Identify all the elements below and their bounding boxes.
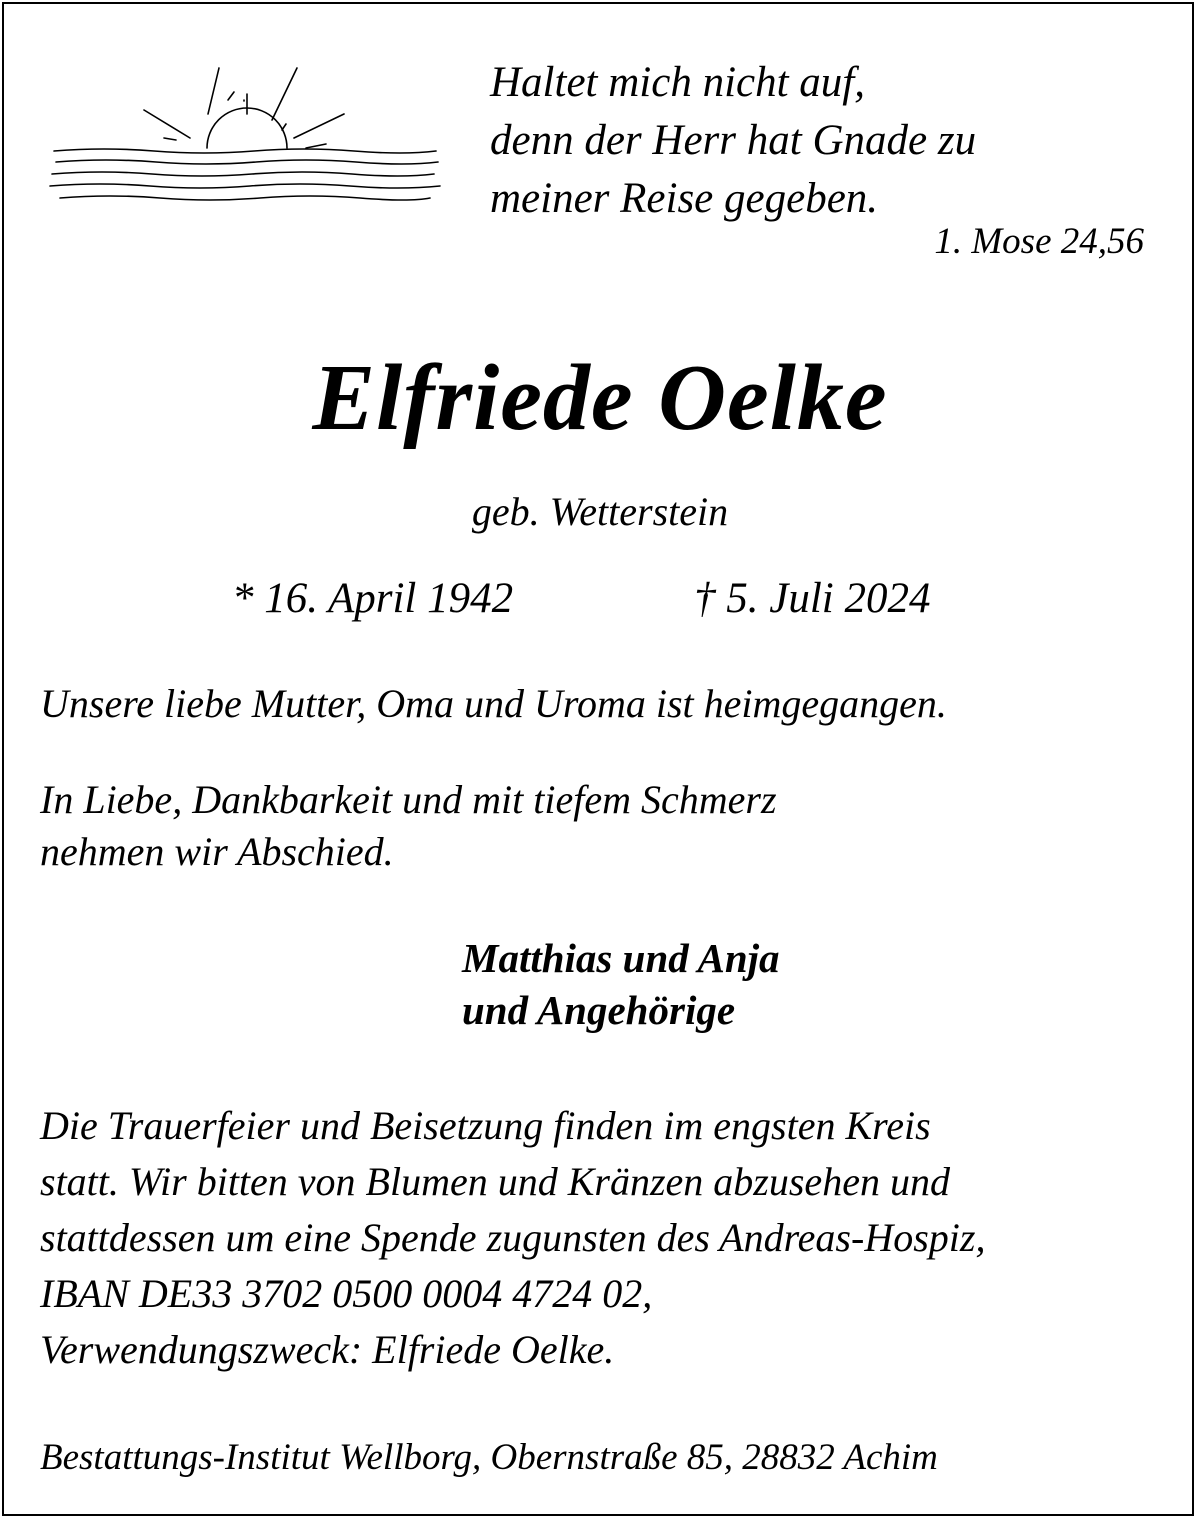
funeral-home: Bestattungs-Institut Wellborg, Obernstraße 85, 28832 Achim (40, 1437, 938, 1478)
signer-line: und Angehörige (462, 987, 736, 1033)
farewell-text (40, 774, 777, 878)
funeral-info-line: Die Trauerfeier und Beisetzung finden im engsten Kreis (40, 1103, 931, 1148)
verse-line: meiner Reise gegeben. (490, 175, 879, 222)
verse-reference: 1. Mose 24,56 (934, 221, 1144, 262)
bible-verse (490, 54, 976, 228)
announcement-text (40, 678, 947, 730)
farewell-line: In Liebe, Dankbarkeit und mit tiefem Schmerz (40, 777, 777, 822)
verse-line: denn der Herr hat Gnade zu (490, 117, 977, 164)
farewell-line: nehmen wir Abschied. (40, 829, 394, 874)
maiden-name: geb. Wetterstein (471, 489, 729, 534)
funeral-info-line: IBAN DE33 3702 0500 0004 4724 02, (40, 1271, 653, 1316)
funeral-info-line: Verwendungszweck: Elfriede Oelke. (40, 1327, 615, 1372)
funeral-info (40, 1098, 985, 1378)
death-date: † 5. Juli 2024 (694, 575, 931, 622)
verse-line: Haltet mich nicht auf, (490, 59, 865, 106)
sunset-over-water-icon (44, 56, 444, 216)
announcement-line: Unsere liebe Mutter, Oma und Uroma ist heimgegangen. (40, 681, 947, 726)
signers (462, 932, 780, 1036)
funeral-info-line: statt. Wir bitten von Blumen und Kränzen abzusehen und (40, 1159, 950, 1204)
funeral-info-line: stattdessen um eine Spende zugunsten des Andreas-Hospiz, (40, 1215, 986, 1260)
birth-date: * 16. April 1942 (232, 575, 514, 622)
deceased-name: Elfriede Oelke (312, 346, 888, 450)
obituary-notice (2, 2, 1194, 1516)
signer-line: Matthias und Anja (462, 935, 780, 981)
